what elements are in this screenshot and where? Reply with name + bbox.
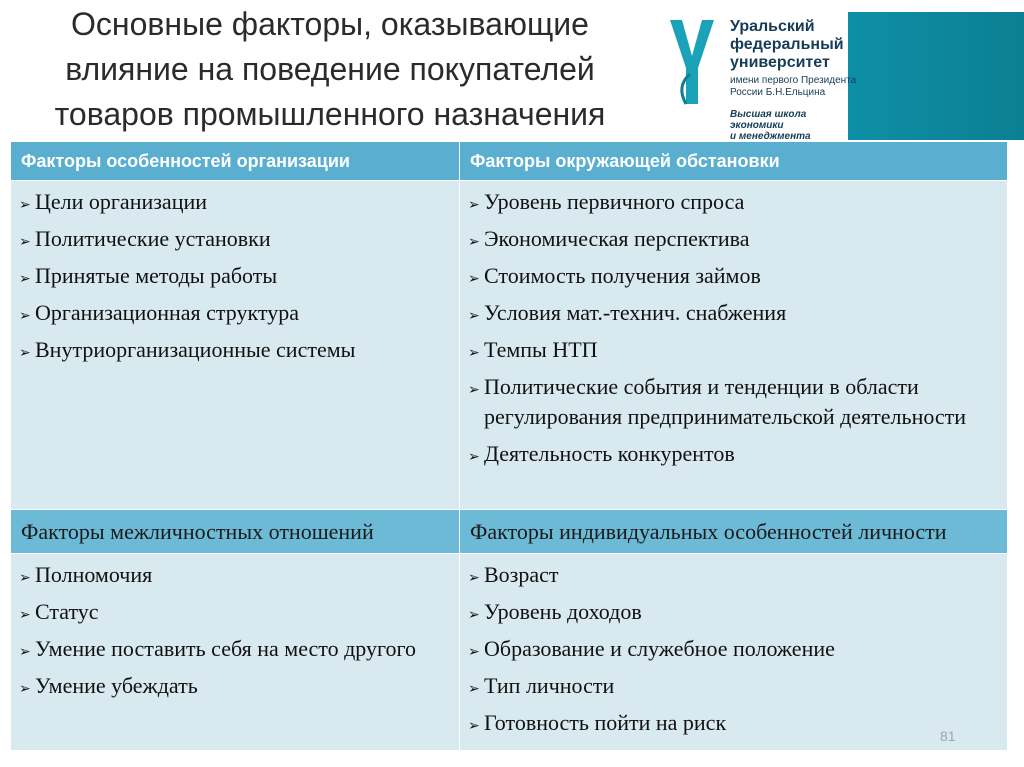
list-item-text: Тип личности: [484, 673, 615, 698]
header-environment-factors: Факторы окружающей обстановки: [460, 142, 1008, 181]
factors-table: [10, 141, 1008, 751]
list-item-text: Умение убеждать: [35, 673, 198, 698]
list-item: [21, 298, 449, 328]
environment-factors-list: [470, 187, 997, 469]
bullet-arrow-icon: ➢: [19, 271, 31, 287]
bullet-arrow-icon: ➢: [19, 570, 31, 586]
bullet-arrow-icon: ➢: [468, 234, 480, 250]
list-item-text: Уровень первичного спроса: [484, 189, 745, 214]
list-item: [470, 261, 997, 291]
bullet-arrow-icon: ➢: [19, 345, 31, 361]
table-row: [11, 554, 1008, 751]
list-item: [21, 187, 449, 217]
list-item-text: Умение поставить себя на место другого: [35, 636, 416, 661]
bullet-arrow-icon: ➢: [468, 345, 480, 361]
list-item: [470, 335, 997, 365]
logo-line-2: федеральный: [730, 36, 844, 53]
title-line-1: Основные факторы, оказывающие: [71, 6, 589, 42]
list-item: [470, 187, 997, 217]
list-item-text: Готовность пойти на риск: [484, 710, 727, 735]
title-line-3: товаров промышленного назначения: [54, 96, 606, 132]
list-item-text: Внутриорганизационные системы: [35, 337, 356, 362]
table-header-row: [11, 142, 1008, 181]
list-item-text: Политические установки: [35, 226, 271, 251]
header-org-factors: Факторы особенностей организации: [11, 142, 460, 181]
list-item-text: Экономическая перспектива: [484, 226, 750, 251]
individual-factors-cell: [460, 554, 1008, 751]
university-logo-text: [730, 18, 860, 142]
list-item-text: Цели организации: [35, 189, 208, 214]
bullet-arrow-icon: ➢: [19, 197, 31, 213]
interpersonal-factors-cell: [11, 554, 460, 751]
list-item: [470, 708, 997, 738]
logo-band: [848, 12, 1024, 140]
header-individual-factors: Факторы индивидуальных особенностей личности: [460, 510, 1008, 554]
bullet-arrow-icon: ➢: [468, 197, 480, 213]
slide-title: [10, 2, 650, 137]
bullet-arrow-icon: ➢: [19, 681, 31, 697]
list-item-text: Деятельность конкурентов: [484, 441, 735, 466]
bullet-arrow-icon: ➢: [468, 570, 480, 586]
list-item: [470, 634, 997, 664]
logo-line-3: университет: [730, 54, 830, 71]
logo-line-1: Уральский: [730, 18, 815, 35]
list-item-text: Политические события и тенденции в области регулирования предпринимательской деятельности: [484, 374, 967, 429]
table-subheader-row: [11, 510, 1008, 554]
list-item: [470, 298, 997, 328]
bullet-arrow-icon: ➢: [19, 644, 31, 660]
bullet-arrow-icon: ➢: [19, 308, 31, 324]
logo-sub-2: России Б.Н.Ельцина: [730, 87, 826, 98]
header-interpersonal-factors: Факторы межличностных отношений: [11, 510, 460, 554]
list-item-text: Стоимость получения займов: [484, 263, 761, 288]
bullet-arrow-icon: ➢: [468, 382, 480, 398]
bullet-arrow-icon: ➢: [468, 449, 480, 465]
list-item-text: Принятые методы работы: [35, 263, 278, 288]
list-item: [21, 335, 449, 365]
list-item: [470, 560, 997, 590]
org-factors-cell: [11, 181, 460, 510]
list-item: [21, 261, 449, 291]
bullet-arrow-icon: ➢: [19, 607, 31, 623]
bullet-arrow-icon: ➢: [468, 607, 480, 623]
page-number: 81: [940, 728, 956, 744]
list-item: [21, 634, 449, 664]
university-logo-icon: [668, 16, 720, 108]
list-item-text: Условия мат.-технич. снабжения: [484, 300, 787, 325]
table-row: [11, 181, 1008, 510]
bullet-arrow-icon: ➢: [468, 271, 480, 287]
list-item: [21, 224, 449, 254]
environment-factors-cell: [460, 181, 1008, 510]
list-item-text: Возраст: [484, 562, 559, 587]
list-item-text: Организационная структура: [35, 300, 299, 325]
org-factors-list: [21, 187, 449, 365]
list-item: [470, 671, 997, 701]
title-line-2: влияние на поведение покупателей: [65, 51, 595, 87]
list-item-text: Уровень доходов: [484, 599, 642, 624]
list-item: [21, 671, 449, 701]
list-item: [21, 560, 449, 590]
logo-school-3: и менеджмента: [730, 131, 811, 142]
list-item: [470, 597, 997, 627]
logo-school-1: Высшая школа: [730, 109, 807, 120]
bullet-arrow-icon: ➢: [468, 718, 480, 734]
logo-sub-1: имени первого Президента: [730, 75, 857, 86]
logo-school-2: экономики: [730, 120, 784, 131]
list-item-text: Статус: [35, 599, 99, 624]
list-item-text: Полномочия: [35, 562, 153, 587]
list-item: [470, 224, 997, 254]
list-item-text: Образование и служебное положение: [484, 636, 835, 661]
list-item: [470, 439, 997, 469]
interpersonal-factors-list: [21, 560, 449, 701]
individual-factors-list: [470, 560, 997, 738]
bullet-arrow-icon: ➢: [468, 644, 480, 660]
list-item-text: Темпы НТП: [484, 337, 598, 362]
bullet-arrow-icon: ➢: [19, 234, 31, 250]
bullet-arrow-icon: ➢: [468, 681, 480, 697]
list-item: [21, 597, 449, 627]
bullet-arrow-icon: ➢: [468, 308, 480, 324]
list-item: [470, 372, 997, 432]
